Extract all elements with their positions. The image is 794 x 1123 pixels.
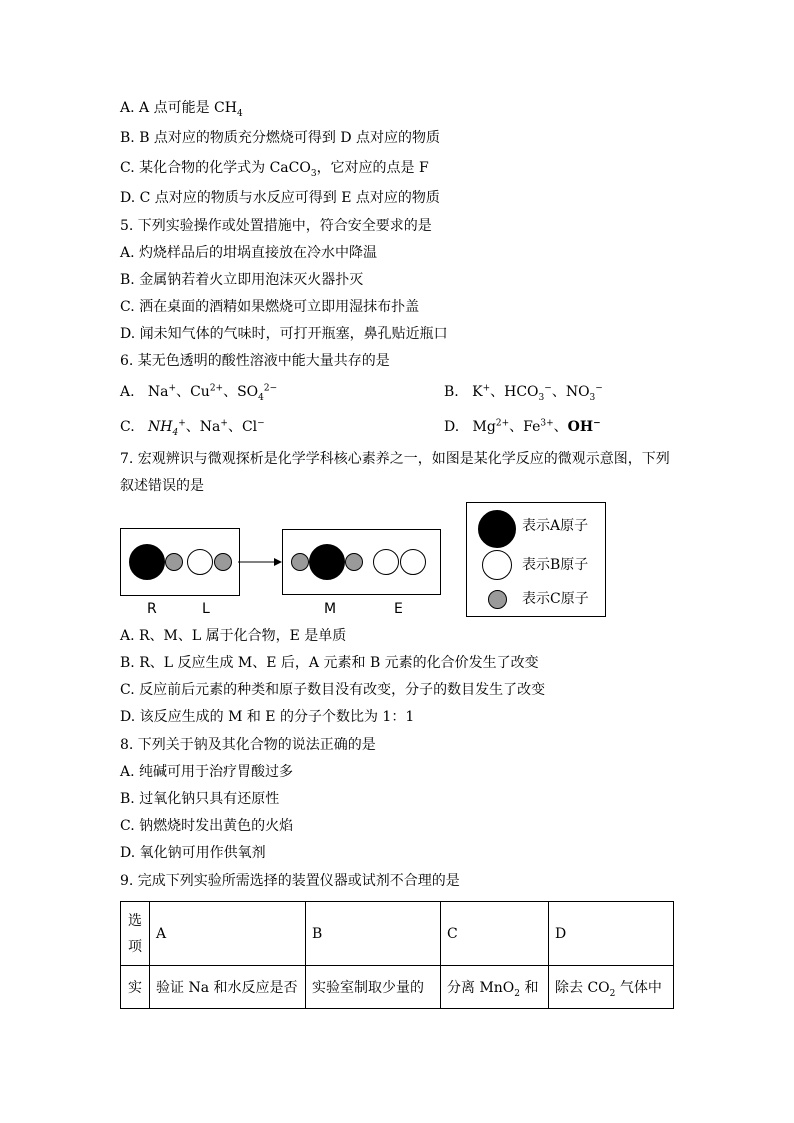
legend-a-text: 表示A原子 xyxy=(522,518,589,534)
q8-option-b: B. 过氧化钠只具有还原性 xyxy=(120,791,280,807)
q6-stem: 6. 某无色透明的酸性溶液中能大量共存的是 xyxy=(120,353,390,369)
products-box xyxy=(282,529,441,595)
q7-option-c: C. 反应前后元素的种类和原子数目没有改变，分子的数目发生了改变 xyxy=(120,682,546,698)
q8-option-c: C. 钠燃烧时发出黄色的火焰 xyxy=(120,818,294,834)
q5-option-a: A. 灼烧样品后的坩埚直接放在冷水中降温 xyxy=(120,245,378,261)
atom-c xyxy=(291,553,309,571)
atom-b xyxy=(373,549,399,575)
legend-atom-a-icon xyxy=(478,510,516,548)
q7-option-b: B. R、L 反应生成 M、E 后，A 元素和 B 元素的化合价发生了改变 xyxy=(120,655,539,671)
legend-box xyxy=(466,502,606,617)
table-header-cell: C xyxy=(441,902,549,966)
q6-option-b: B. K+、$HCO_3^-$、$NO_3^-$ xyxy=(444,383,603,403)
atom-b xyxy=(187,549,213,575)
legend-atom-b-icon xyxy=(482,550,512,580)
table-cell: 除去 $CO_2$ 气体中 xyxy=(549,966,674,1009)
table-row xyxy=(121,966,674,1009)
legend-b-text: 表示B原子 xyxy=(522,557,589,573)
q4-option-a: A. A 点可能是 $CH_4$ xyxy=(120,100,243,119)
q7-option-a: A. R、M、L 属于化合物，E 是单质 xyxy=(120,628,347,644)
q8-option-a: A. 纯碱可用于治疗胃酸过多 xyxy=(120,764,294,780)
table-header-cell: 选项 xyxy=(121,902,150,966)
reaction-arrow-icon xyxy=(238,556,282,568)
q8-stem: 8. 下列关于钠及其化合物的说法正确的是 xyxy=(120,737,376,753)
q4-option-d: D. C 点对应的物质与水反应可得到 E 点对应的物质 xyxy=(120,190,440,206)
q5-option-d: D. 闻未知气体的气味时，可打开瓶塞，鼻孔贴近瓶口 xyxy=(120,326,448,342)
q4-option-c: C. 某化合物的化学式为 CaCO$_3$，它对应的点是 F xyxy=(120,160,429,179)
label-l: L xyxy=(202,601,210,617)
q7-option-d: D. 该反应生成的 M 和 E 的分子个数比为 1：1 xyxy=(120,709,415,725)
q8-option-d: D. 氧化钠可用作供氧剂 xyxy=(120,845,266,861)
atom-c xyxy=(345,553,363,571)
q4-a-formula: CH xyxy=(214,100,237,116)
q6-option-d: D. $Mg^{2+}$、$Fe^{3+}$、OH− xyxy=(444,418,601,435)
q6-option-a: A. Na+、$Cu^{2+}$、$SO_4^{2-}$ xyxy=(120,383,278,403)
q9-table xyxy=(120,901,674,1009)
table-cell: 实验室制取少量的 xyxy=(306,966,441,1009)
atom-c xyxy=(165,553,183,571)
q6-option-c: C. $NH_4^+$、Na+、Cl− xyxy=(120,418,265,438)
table-cell: 分离 MnO$_2$ 和 xyxy=(441,966,549,1009)
q9-stem: 9. 完成下列实验所需选择的装置仪器或试剂不合理的是 xyxy=(120,873,460,889)
q7-stem-line1: 7. 宏观辨识与微观探析是化学学科核心素养之一，如图是某化学反应的微观示意图，下列 xyxy=(120,451,670,467)
table-header-cell: B xyxy=(306,902,441,966)
reactants-box xyxy=(120,528,240,596)
q4-option-b: B. B 点对应的物质充分燃烧可得到 D 点对应的物质 xyxy=(120,130,441,146)
atom-c xyxy=(214,553,232,571)
label-e: E xyxy=(394,601,403,617)
legend-c-text: 表示C原子 xyxy=(522,591,589,607)
atom-a xyxy=(309,544,345,580)
q7-stem-line2: 叙述错误的是 xyxy=(120,478,204,494)
label-r: R xyxy=(147,601,157,617)
table-header-row xyxy=(121,902,674,966)
q5-stem: 5. 下列实验操作或处置措施中，符合安全要求的是 xyxy=(120,218,432,234)
atom-b xyxy=(400,549,426,575)
q5-option-c: C. 洒在桌面的酒精如果燃烧可立即用湿抹布扑盖 xyxy=(120,299,420,315)
table-cell: 实 xyxy=(121,966,150,1009)
table-cell: 验证 Na 和水反应是否 xyxy=(150,966,306,1009)
legend-atom-c-icon xyxy=(488,590,507,609)
atom-a xyxy=(129,544,165,580)
table-header-cell: D xyxy=(549,902,674,966)
label-m: M xyxy=(324,601,337,617)
table-header-cell: A xyxy=(150,902,306,966)
q5-option-b: B. 金属钠若着火立即用泡沫灭火器扑灭 xyxy=(120,272,364,288)
